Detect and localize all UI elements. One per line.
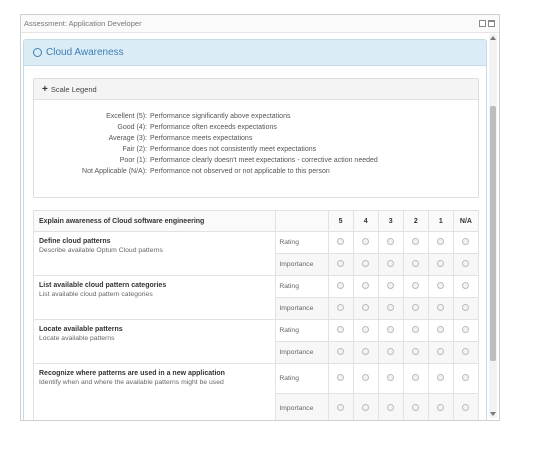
radio-cell <box>328 232 353 254</box>
window-restore-icon[interactable] <box>479 20 486 27</box>
question-desc: Describe available Optum Cloud patterns <box>39 247 163 254</box>
radio-cell <box>453 254 478 276</box>
scale-header-1: 1 <box>428 211 453 232</box>
radio-cell <box>453 298 478 320</box>
radio-cell <box>403 298 428 320</box>
radio-cell <box>428 342 453 364</box>
legend-key: Poor (1): <box>119 157 147 164</box>
radio-button[interactable] <box>337 282 344 289</box>
radio-button[interactable] <box>437 374 444 381</box>
radio-cell <box>403 232 428 254</box>
radio-cell <box>428 298 453 320</box>
radio-cell <box>403 342 428 364</box>
radio-cell <box>428 320 453 342</box>
radio-cell <box>328 394 353 421</box>
radio-button[interactable] <box>412 374 419 381</box>
scale-legend-panel <box>33 78 479 198</box>
scale-header-3: 3 <box>378 211 403 232</box>
radio-cell <box>403 320 428 342</box>
table-header-row <box>34 211 479 232</box>
window-title: Assessment: Application Developer <box>24 19 142 28</box>
radio-button[interactable] <box>337 348 344 355</box>
radio-cell <box>328 320 353 342</box>
radio-button[interactable] <box>362 404 369 411</box>
radio-button[interactable] <box>362 260 369 267</box>
radio-cell <box>403 254 428 276</box>
radio-cell <box>403 364 428 394</box>
legend-row <box>34 133 478 144</box>
radio-button[interactable] <box>337 404 344 411</box>
importance-label: Importance <box>276 298 328 320</box>
vertical-scrollbar[interactable] <box>489 34 497 418</box>
radio-button[interactable] <box>387 348 394 355</box>
radio-button[interactable] <box>437 282 444 289</box>
scale-header-2: 2 <box>403 211 428 232</box>
radio-cell <box>453 320 478 342</box>
radio-cell <box>353 254 378 276</box>
legend-row <box>34 111 478 122</box>
radio-button[interactable] <box>387 304 394 311</box>
radio-cell <box>453 394 478 421</box>
table-row <box>34 276 479 298</box>
rating-table <box>33 210 479 420</box>
radio-cell <box>403 394 428 421</box>
scale-header-na: N/A <box>453 211 478 232</box>
importance-label: Importance <box>276 254 328 276</box>
window-buttons <box>479 20 495 27</box>
radio-button[interactable] <box>362 348 369 355</box>
radio-cell <box>328 254 353 276</box>
question-desc: Locate available patterns <box>39 335 115 342</box>
radio-cell <box>353 394 378 421</box>
radio-button[interactable] <box>337 304 344 311</box>
radio-cell <box>378 232 403 254</box>
importance-label: Importance <box>276 342 328 364</box>
radio-button[interactable] <box>437 238 444 245</box>
radio-cell <box>353 298 378 320</box>
legend-desc: Performance clearly doesn't meet expectations - corrective action needed <box>150 157 378 164</box>
radio-button[interactable] <box>387 374 394 381</box>
radio-cell <box>353 342 378 364</box>
radio-button[interactable] <box>362 282 369 289</box>
radio-cell <box>353 320 378 342</box>
legend-key: Fair (2): <box>122 146 147 153</box>
radio-button[interactable] <box>362 238 369 245</box>
question-title: List available cloud pattern categories <box>39 282 167 289</box>
assessment-window <box>20 14 500 421</box>
radio-button[interactable] <box>462 260 469 267</box>
scale-header-5: 5 <box>328 211 353 232</box>
window-maximize-icon[interactable] <box>488 20 495 27</box>
radio-cell <box>453 232 478 254</box>
radio-button[interactable] <box>387 282 394 289</box>
question-cell <box>34 320 276 364</box>
radio-cell <box>328 276 353 298</box>
radio-cell <box>353 364 378 394</box>
legend-key: Good (4): <box>117 124 147 131</box>
radio-button[interactable] <box>412 404 419 411</box>
radio-cell <box>403 276 428 298</box>
radio-cell <box>328 364 353 394</box>
scale-header-4: 4 <box>353 211 378 232</box>
legend-desc: Performance not observed or not applicable to this person <box>150 168 330 175</box>
question-cell <box>34 364 276 421</box>
radio-button[interactable] <box>412 348 419 355</box>
radio-cell <box>453 276 478 298</box>
legend-key: Average (3): <box>108 135 147 142</box>
radio-cell <box>428 394 453 421</box>
radio-cell <box>378 394 403 421</box>
rating-label: Rating <box>276 276 328 298</box>
radio-cell <box>328 298 353 320</box>
radio-cell <box>453 364 478 394</box>
radio-button[interactable] <box>437 348 444 355</box>
radio-button[interactable] <box>412 304 419 311</box>
question-title: Define cloud patterns <box>39 238 111 245</box>
radio-button[interactable] <box>437 326 444 333</box>
radio-button[interactable] <box>437 260 444 267</box>
radio-button[interactable] <box>387 404 394 411</box>
radio-cell <box>378 320 403 342</box>
legend-desc: Performance often exceeds expectations <box>150 124 277 131</box>
radio-cell <box>378 364 403 394</box>
radio-button[interactable] <box>362 374 369 381</box>
radio-button[interactable] <box>462 404 469 411</box>
radio-button[interactable] <box>462 304 469 311</box>
scale-legend-toggle[interactable] <box>34 79 478 100</box>
legend-key: Excellent (5): <box>106 113 147 120</box>
question-desc: Identify when and where the available patterns might be used <box>39 379 224 386</box>
importance-label: Importance <box>276 394 328 421</box>
section-header[interactable] <box>24 40 486 66</box>
legend-row <box>34 166 478 177</box>
scrollbar-thumb[interactable] <box>490 106 496 361</box>
table-row <box>34 320 479 342</box>
radio-cell <box>353 232 378 254</box>
radio-button[interactable] <box>362 326 369 333</box>
radio-cell <box>378 276 403 298</box>
radio-cell <box>428 364 453 394</box>
radio-button[interactable] <box>412 326 419 333</box>
radio-cell <box>453 342 478 364</box>
radio-button[interactable] <box>337 326 344 333</box>
section-title: Cloud Awareness <box>46 47 124 58</box>
radio-button[interactable] <box>462 238 469 245</box>
legend-desc: Performance meets expectations <box>150 135 253 142</box>
radio-button[interactable] <box>387 260 394 267</box>
question-cell <box>34 276 276 320</box>
radio-button[interactable] <box>362 304 369 311</box>
legend-desc: Performance does not consistently meet expectations <box>150 146 317 153</box>
table-header-type <box>276 211 328 232</box>
radio-cell <box>378 342 403 364</box>
radio-button[interactable] <box>437 404 444 411</box>
legend-row <box>34 144 478 155</box>
rating-label: Rating <box>276 364 328 394</box>
radio-cell <box>428 254 453 276</box>
circle-icon <box>33 48 42 57</box>
radio-button[interactable] <box>337 260 344 267</box>
radio-button[interactable] <box>412 282 419 289</box>
legend-row <box>34 155 478 166</box>
radio-button[interactable] <box>337 238 344 245</box>
rating-label: Rating <box>276 232 328 254</box>
table-row <box>34 232 479 254</box>
radio-button[interactable] <box>412 238 419 245</box>
radio-cell <box>328 342 353 364</box>
radio-button[interactable] <box>462 282 469 289</box>
legend-key: Not Applicable (N/A): <box>82 168 147 175</box>
radio-button[interactable] <box>437 304 444 311</box>
radio-button[interactable] <box>462 374 469 381</box>
legend-body <box>34 100 478 177</box>
table-header-title: Explain awareness of Cloud software engineering <box>34 211 276 232</box>
radio-button[interactable] <box>462 326 469 333</box>
legend-row <box>34 122 478 133</box>
radio-button[interactable] <box>412 260 419 267</box>
content-scroll-area <box>21 34 487 420</box>
radio-cell <box>428 232 453 254</box>
rating-label: Rating <box>276 320 328 342</box>
radio-cell <box>378 298 403 320</box>
legend-desc: Performance significantly above expectations <box>150 113 291 120</box>
question-desc: List available cloud pattern categories <box>39 291 153 298</box>
radio-cell <box>378 254 403 276</box>
question-title: Locate available patterns <box>39 326 123 333</box>
radio-cell <box>353 276 378 298</box>
window-titlebar <box>21 15 499 33</box>
question-cell <box>34 232 276 276</box>
scroll-up-icon[interactable] <box>490 36 496 40</box>
scale-legend-title: Scale Legend <box>50 84 97 94</box>
radio-button[interactable] <box>462 348 469 355</box>
table-row <box>34 364 479 394</box>
scroll-down-icon[interactable] <box>490 412 496 416</box>
radio-button[interactable] <box>387 238 394 245</box>
cloud-awareness-section <box>23 39 487 420</box>
question-title: Recognize where patterns are used in a new application <box>39 370 225 377</box>
radio-button[interactable] <box>337 374 344 381</box>
plus-icon: + <box>42 83 48 95</box>
radio-cell <box>428 276 453 298</box>
radio-button[interactable] <box>387 326 394 333</box>
